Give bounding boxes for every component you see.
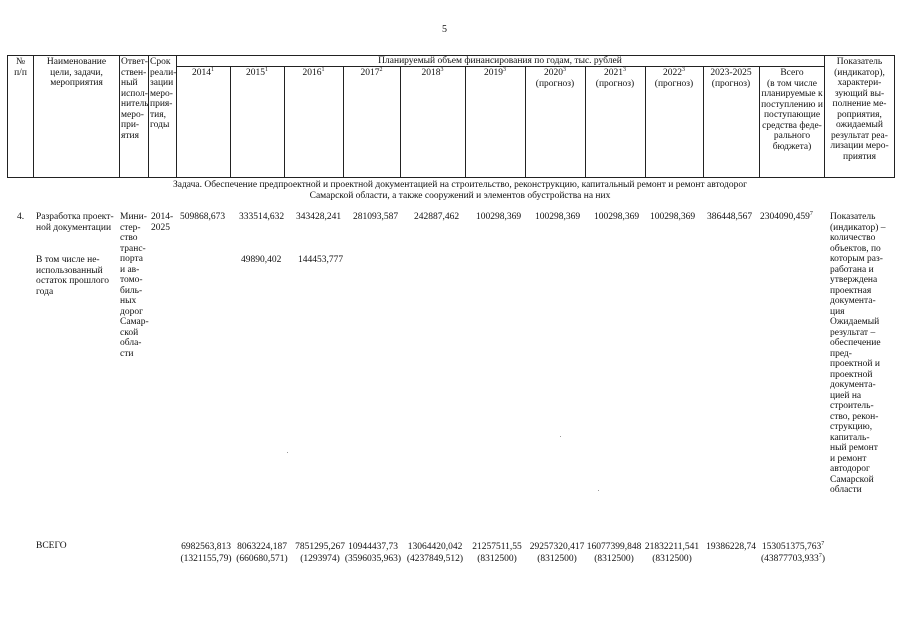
- row4-name: Разработка проект- ной документации: [36, 212, 114, 233]
- header-name-col: Наименование цели, задачи, мероприятия: [46, 57, 107, 88]
- header-responsible-col: Ответ- ствен- ный испол- нитель меро- при- ятия: [121, 57, 149, 141]
- totals-value-6: 29257320,417 (8312500): [529, 542, 585, 564]
- subrow-2015: 49890,402: [241, 255, 282, 265]
- totals-value-9: 19386228,74: [706, 542, 756, 552]
- row4-term: 2014- 2025: [151, 212, 174, 233]
- header-financing-title: Планируемый объем финансирования по годам, тыс. рублей: [378, 56, 622, 66]
- header-term-col: Срок реали- зации меро- прия- тия, годы: [150, 57, 177, 130]
- page-number: 5: [442, 24, 447, 35]
- header-year-9: 2023-2025 (прогноз): [710, 68, 752, 89]
- header-year-5: 2019$^3$: [484, 67, 506, 78]
- totals-value-7: 16077399,848 (8312500): [586, 542, 642, 564]
- row4-value-3: 281093,587: [353, 212, 399, 222]
- header-year-1: 2015$^1$: [246, 67, 268, 78]
- totals-value-8: 21832211,541 (8312500): [644, 542, 700, 564]
- header-number-col: № п/п: [14, 57, 27, 78]
- row4-value-8: 100298,369: [650, 212, 696, 222]
- header-year-0: 2014$^1$: [192, 67, 214, 78]
- header-indicator-col: Показатель (индикатор), характери- зующий вы- полнение ме- роприятия, ожидаемый результат реа- лизации меро- приятия: [830, 57, 889, 162]
- row4-value-1: 333514,632: [239, 212, 285, 222]
- header-year-2: 2016$^1$: [302, 67, 325, 78]
- header-year-6: 2020$^3$ (прогноз): [535, 67, 575, 89]
- totals-value-3: 10944437,73 (3596035,963): [344, 542, 402, 564]
- row4-responsible: Мини- стер- ство транс- порта и ав- томо- биль- ных дорог Самар- ской обла- сти: [120, 212, 149, 359]
- header-year-4: 2018$^3$: [421, 67, 444, 78]
- row4-total: 2304090,459$^7$: [760, 211, 813, 222]
- row4-value-0: 509868,673: [180, 212, 226, 222]
- totals-value-4: 13064420,042 (4237849,512): [406, 542, 464, 564]
- header-year-3: 2017$^2$: [360, 67, 383, 78]
- row4-value-2: 343428,241: [296, 212, 342, 222]
- row4-indicator: Показатель (индикатор) – количество объектов, по которым раз- работана и утверждена проектная документа- ция Ожидаемый результат – обеспечение пред- проектной и проектной документа- цией на строитель- ство, рекон- струкцию, капиталь- ный ремонт и ремонт автодорог Самарской области: [830, 212, 886, 495]
- subrow-name: В том числе не- использованный остаток прошлого года: [36, 255, 110, 297]
- row4-value-6: 100298,369: [535, 212, 581, 222]
- task-caption: Задача. Обеспечение предпроектной и проектной документацией на строительство, реконструкцию, капитальный ремонт и ремонт автодорог Самарской области, а также сооружений и элементов обустройства на них: [173, 180, 747, 201]
- header-year-7: 2021$^3$ (прогноз): [595, 67, 635, 89]
- header-year-8: 2022$^3$ (прогноз): [654, 67, 694, 89]
- totals-label: ВСЕГО: [36, 541, 67, 551]
- totals-value-0: 6982563,813 (1321155,79): [180, 542, 232, 564]
- row4-value-9: 386448,567: [707, 212, 753, 222]
- row4-number: 4.: [17, 212, 25, 222]
- totals-value-1: 8063224,187 (660680,571): [236, 542, 288, 564]
- header-total-col: Всего (в том числе планируемые к поступлению и поступающие средства феде- рального бюджета): [761, 68, 823, 152]
- totals-grand: 153051375,763$^7$ (43877703,933$^7$): [761, 541, 825, 564]
- row4-value-4: 242887,462: [414, 212, 460, 222]
- row4-value-7: 100298,369: [594, 212, 640, 222]
- totals-value-5: 21257511,55 (8312500): [472, 542, 522, 564]
- row4-value-5: 100298,369: [476, 212, 522, 222]
- totals-value-2: 7851295,267 (1293974): [295, 542, 345, 564]
- subrow-2016: 144453,777: [298, 255, 344, 265]
